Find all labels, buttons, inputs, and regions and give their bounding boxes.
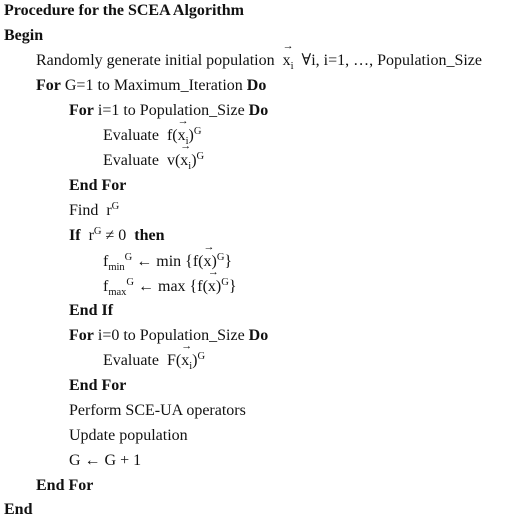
superscript-g: G bbox=[126, 277, 134, 288]
end-if-keyword: End If bbox=[69, 302, 114, 319]
do-keyword: Do bbox=[248, 327, 269, 344]
subscript-min: min bbox=[108, 262, 125, 273]
superscript-g: G bbox=[221, 277, 229, 288]
function-f: f bbox=[166, 127, 173, 144]
inner-for-line-1 bbox=[69, 101, 268, 121]
evaluate-text: Evaluate bbox=[103, 127, 159, 144]
superscript-g: G bbox=[93, 226, 102, 237]
function-F: F bbox=[166, 352, 176, 369]
evaluate-f-line: Evaluate $f(\to x_i)^G$ bbox=[103, 126, 201, 148]
for-keyword: For bbox=[36, 77, 61, 94]
assign-arrow: ← bbox=[136, 253, 153, 270]
index-i: i bbox=[189, 361, 193, 372]
vector-x: → x bbox=[208, 277, 216, 297]
fmin-line: $f_{min}^G$ ← $\min \{f(\to x)^G\}$ bbox=[103, 252, 232, 274]
vector-x: → x bbox=[204, 252, 212, 272]
for-keyword: For bbox=[69, 102, 94, 119]
function-f: f bbox=[103, 278, 109, 295]
increment-g-line: G ← G + 1 bbox=[69, 452, 142, 469]
evaluate-v-line: Evaluate $v(\to x_i)^G$ bbox=[103, 151, 204, 173]
outer-for-line bbox=[36, 76, 266, 96]
end-for-keyword-2: End For bbox=[69, 377, 127, 394]
evaluate-text: Evaluate bbox=[103, 152, 159, 169]
superscript-g: G bbox=[216, 252, 225, 263]
superscript-g: G bbox=[196, 151, 205, 162]
perform-operators-line: Perform SCE-UA operators bbox=[69, 402, 246, 419]
index-i: i bbox=[185, 136, 189, 147]
function-v: v bbox=[166, 152, 175, 169]
inner-loop-range-2: i=0 to Population_Size bbox=[97, 327, 245, 344]
begin-keyword: Begin bbox=[4, 27, 44, 44]
index-i: i bbox=[290, 61, 294, 72]
evaluate-text: Evaluate bbox=[103, 352, 159, 369]
init-population-line bbox=[36, 51, 482, 73]
init-range-text: i, i=1, …, Population_Size bbox=[311, 52, 482, 69]
max-operator: max bbox=[158, 278, 186, 295]
variable-r: r bbox=[88, 227, 94, 244]
inner-loop-range-1: i=1 to Population_Size bbox=[97, 102, 245, 119]
superscript-g: G bbox=[111, 201, 120, 212]
find-text: Find bbox=[69, 202, 99, 219]
inner-for-line-2 bbox=[69, 326, 268, 346]
if-line bbox=[69, 226, 165, 248]
min-operator: min bbox=[156, 253, 182, 270]
end-for-keyword-outer: End For bbox=[36, 477, 94, 494]
superscript-g: G bbox=[124, 252, 133, 263]
subscript-max: max bbox=[108, 287, 127, 298]
evaluate-F-line: Evaluate $F(\to x_i)^G$ bbox=[103, 351, 205, 373]
function-f: f bbox=[103, 253, 109, 270]
fmax-line: $f_{max}^G$ ← $\max \{f(\to x)^G\}$ bbox=[103, 277, 237, 299]
end-for-keyword-1: End For bbox=[69, 177, 127, 194]
outer-loop-range: G=1 to Maximum_Iteration bbox=[64, 77, 243, 94]
find-r-line bbox=[69, 201, 119, 223]
function-f: f bbox=[197, 278, 203, 295]
forall-symbol: ∀ bbox=[301, 52, 312, 69]
init-text: Randomly generate initial population bbox=[36, 52, 275, 69]
for-keyword: For bbox=[69, 327, 94, 344]
then-keyword: then bbox=[134, 227, 165, 244]
update-population-line: Update population bbox=[69, 427, 188, 444]
function-f: f bbox=[192, 253, 199, 270]
not-equal-zero: ≠ 0 bbox=[105, 227, 127, 244]
superscript-g: G bbox=[197, 351, 206, 362]
do-keyword: Do bbox=[246, 77, 267, 94]
if-keyword: If bbox=[69, 227, 81, 244]
assign-arrow: ← bbox=[138, 278, 154, 295]
vector-x: → x bbox=[181, 351, 189, 371]
do-keyword: Do bbox=[248, 102, 269, 119]
algorithm-title: Procedure for the SCEA Algorithm bbox=[4, 2, 244, 19]
vector-x: → x bbox=[178, 126, 186, 146]
index-i: i bbox=[188, 161, 192, 172]
vector-x: → x bbox=[180, 151, 188, 171]
vector-x: → x bbox=[283, 51, 291, 71]
superscript-g: G bbox=[193, 126, 202, 137]
variable-r: r bbox=[106, 202, 112, 219]
end-keyword: End bbox=[4, 501, 33, 518]
